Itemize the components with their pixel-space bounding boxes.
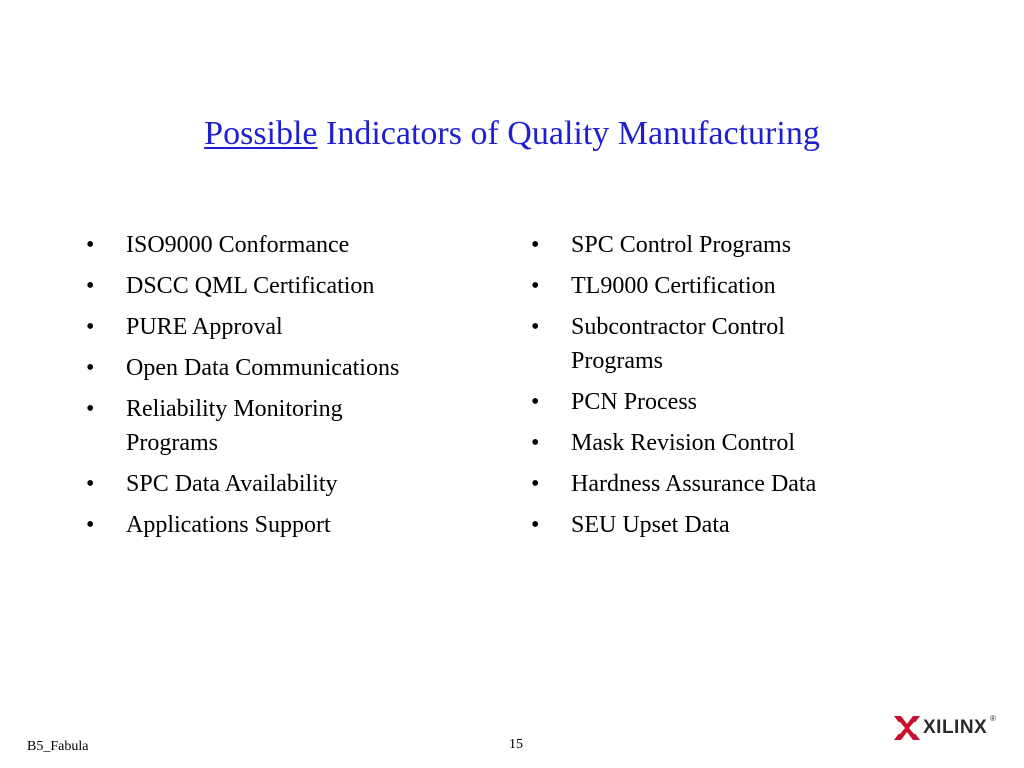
bullet-text: DSCC QML Certification bbox=[126, 273, 375, 299]
bullet-icon: • bbox=[531, 471, 540, 497]
bullet-item bbox=[86, 228, 486, 262]
bullet-item bbox=[531, 269, 971, 303]
bullet-icon: • bbox=[86, 512, 95, 538]
bullet-item bbox=[531, 310, 871, 378]
bullet-text: SPC Data Availability bbox=[126, 471, 338, 497]
bullet-text: Reliability Monitoring Programs bbox=[126, 396, 343, 456]
company-logo bbox=[893, 714, 1003, 742]
bullet-icon: • bbox=[531, 314, 540, 340]
bullet-icon: • bbox=[531, 389, 540, 415]
logo-wordmark: XILINX bbox=[923, 717, 988, 738]
bullet-text: PCN Process bbox=[571, 389, 698, 415]
bullet-item bbox=[86, 351, 486, 385]
bullet-icon: • bbox=[531, 232, 540, 258]
bullet-text: ISO9000 Conformance bbox=[126, 232, 350, 258]
bullet-text: PURE Approval bbox=[126, 314, 283, 340]
bullet-text: Applications Support bbox=[126, 512, 331, 538]
xilinx-x-logo-icon bbox=[893, 714, 921, 742]
bullet-text: TL9000 Certification bbox=[571, 273, 776, 299]
bullet-icon: • bbox=[86, 396, 95, 422]
bullet-icon: • bbox=[86, 471, 95, 497]
bullet-item bbox=[531, 508, 971, 542]
bullet-text: Open Data Communications bbox=[126, 355, 400, 381]
footer-label: B5_Fabula bbox=[27, 739, 89, 754]
bullet-text: Subcontractor Control Programs bbox=[571, 314, 785, 374]
title-rest: Indicators of Quality Manufacturing bbox=[317, 115, 820, 152]
bullet-item bbox=[531, 467, 971, 501]
registered-mark: ® bbox=[990, 714, 996, 723]
bullet-text: Hardness Assurance Data bbox=[571, 471, 817, 497]
bullet-item bbox=[86, 310, 486, 344]
bullet-icon: • bbox=[531, 512, 540, 538]
page-number: 15 bbox=[509, 737, 523, 752]
bullet-item bbox=[531, 228, 971, 262]
bullet-icon: • bbox=[86, 314, 95, 340]
title-emphasis: Possible bbox=[204, 115, 318, 152]
bullet-item bbox=[531, 385, 971, 419]
bullet-icon: • bbox=[531, 430, 540, 456]
bullet-item bbox=[86, 508, 486, 542]
bullet-item bbox=[86, 269, 486, 303]
bullet-text: SPC Control Programs bbox=[571, 232, 792, 258]
bullet-icon: • bbox=[86, 273, 95, 299]
bullet-icon: • bbox=[86, 355, 95, 381]
bullet-item bbox=[531, 426, 971, 460]
bullet-text: SEU Upset Data bbox=[571, 512, 730, 538]
bullet-list-left bbox=[86, 228, 486, 549]
bullet-list-right bbox=[531, 228, 971, 549]
bullet-item bbox=[86, 467, 486, 501]
bullet-text: Mask Revision Control bbox=[571, 430, 796, 456]
bullet-item bbox=[86, 392, 426, 460]
bullet-icon: • bbox=[531, 273, 540, 299]
bullet-icon: • bbox=[86, 232, 95, 258]
slide-title bbox=[0, 112, 1024, 156]
